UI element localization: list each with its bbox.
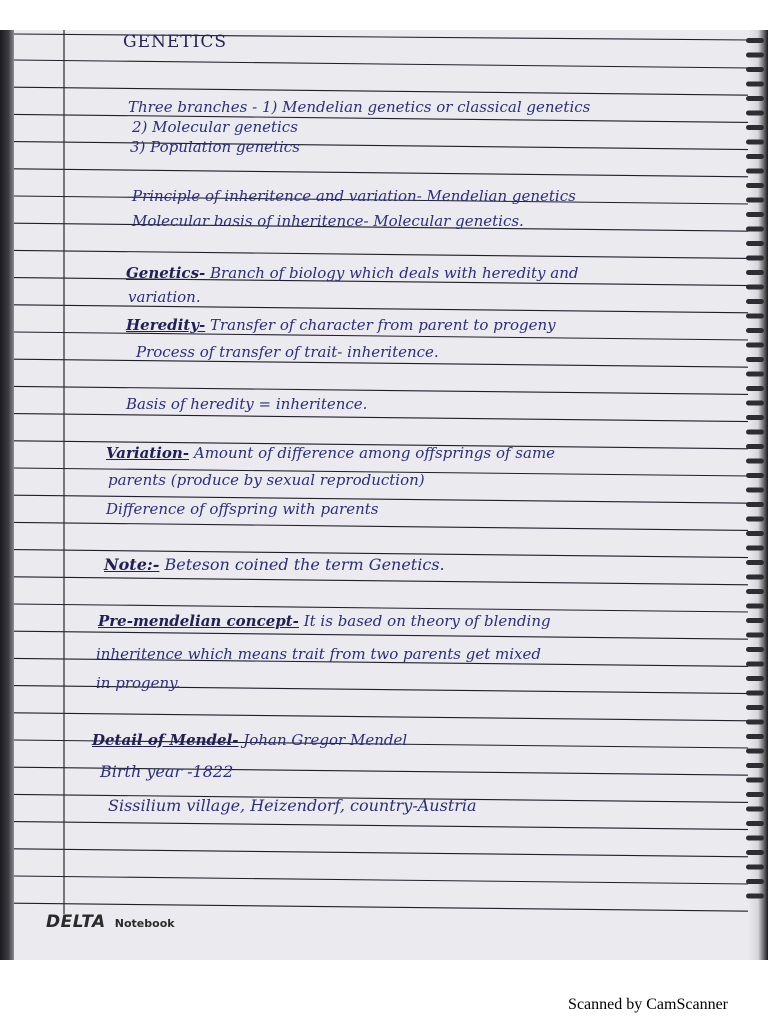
handwritten-notes <box>0 30 768 960</box>
note-line-premendel-3: in progeny. <box>96 674 181 692</box>
note-line-premendel <box>98 612 551 630</box>
term-premendel: Pre-mendelian concept- <box>98 612 299 630</box>
term-variation: Variation- <box>106 444 190 462</box>
note-line-basis: Basis of heredity = inheritence. <box>126 395 368 413</box>
note-line-mendel-birth: Birth year -1822 <box>100 762 234 781</box>
note-line-variation <box>106 444 555 462</box>
scanner-watermark: Scanned by CamScanner <box>568 996 728 1013</box>
note-line-mendel <box>92 731 407 749</box>
def-premendel: It is based on theory of blending <box>303 612 551 630</box>
def-variation: Amount of difference among offsprings of same <box>193 444 556 462</box>
term-genetics: Genetics- <box>126 264 206 282</box>
note-line-variation-3: Difference of offspring with parents <box>106 500 379 518</box>
brand-suffix: Notebook <box>114 917 175 930</box>
note-line-genetics <box>126 264 578 282</box>
note-line-premendel-2: inheritence which means trait from two parents get mixed <box>96 645 541 663</box>
note-line-molecular: Molecular basis of inheritence- Molecular genetics. <box>132 212 524 230</box>
note-line-branches-2: 2) Molecular genetics <box>132 118 298 136</box>
note-line-principle: Principle of inheritence and variation- Mendelian genetics <box>132 187 576 205</box>
term-mendel: Detail of Mendel- <box>92 731 239 749</box>
note-line-branches-3: 3) Population genetics <box>130 138 300 156</box>
note-line-mendel-place: Sissilium village, Heizendorf, country-Austria <box>108 796 477 815</box>
note-line-note <box>104 556 445 574</box>
note-line-heredity-2: Process of transfer of trait- inheritence. <box>136 343 439 361</box>
term-note: Note:- <box>104 555 160 574</box>
note-line-branches-1: Three branches - 1) Mendelian genetics or classical genetics <box>128 98 591 116</box>
brand-name: DELTA <box>46 912 106 932</box>
notebook-page <box>0 30 768 960</box>
def-note: Beteson coined the term Genetics. <box>164 555 445 574</box>
notebook-brand <box>46 912 175 932</box>
def-heredity: Transfer of character from parent to progeny <box>210 316 556 334</box>
note-line-genetics-2: variation. <box>128 288 201 306</box>
def-mendel: Johan Gregor Mendel <box>243 731 408 749</box>
page-title: GENETICS <box>123 32 227 52</box>
note-line-heredity <box>126 316 556 334</box>
def-genetics: Branch of biology which deals with heredity and <box>210 264 579 282</box>
term-heredity: Heredity- <box>126 316 206 334</box>
note-line-variation-2: parents (produce by sexual reproduction) <box>108 471 425 489</box>
